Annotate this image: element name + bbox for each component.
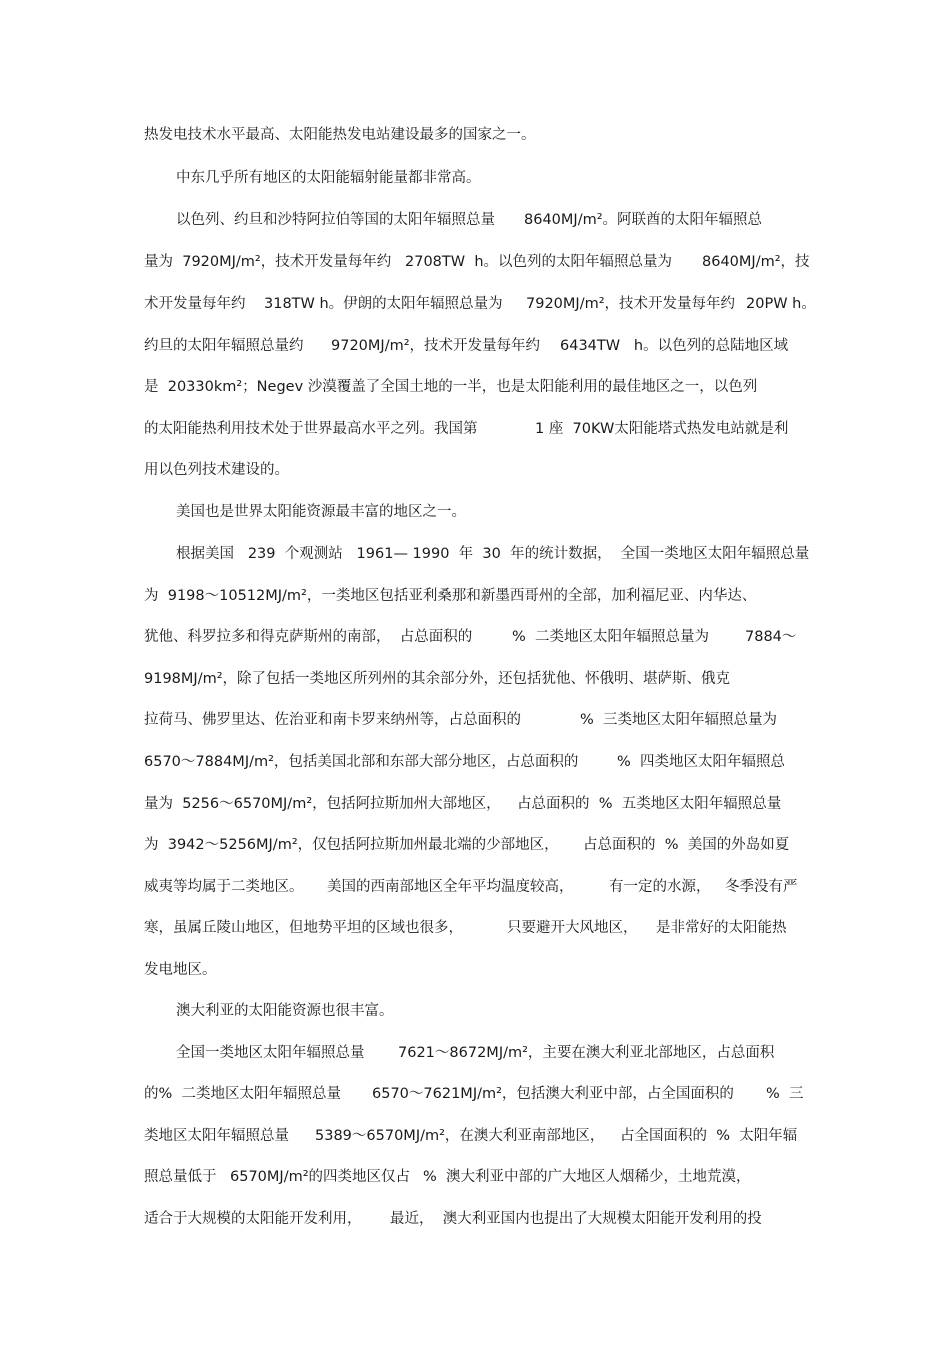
text-segment: 是非常好的太阳能热 [656,920,787,936]
text-line [0,501,950,523]
text-line [0,251,950,273]
text-segment: 澳大利亚的太阳能资源也很丰富。 [176,1003,394,1019]
text-line [0,876,950,898]
text-segment: 用以色列技术建设的。 [144,462,289,478]
text-line [0,834,950,856]
text-line [0,585,950,607]
text-segment: 适合于大规模的太阳能开发利用， [144,1211,362,1227]
text-segment: 中东几乎所有地区的太阳能辐射能量都非常高。 [176,170,481,186]
text-segment: 占总面积的 % 五类地区太阳年辐照总量 [517,796,782,812]
text-segment: 的太阳能热利用技术处于世界最高水平之列。我国第 [144,421,478,437]
text-line [0,751,950,773]
text-segment: 6570MJ/m²的四类地区仅占 [230,1169,411,1185]
text-segment: 占全国面积的 % 太阳年辐 [620,1128,798,1144]
text-segment: 约旦的太阳年辐照总量约 [144,338,304,354]
text-line [0,1125,950,1147]
text-line [0,626,950,648]
text-line [0,124,950,146]
text-line [0,376,950,398]
text-line [0,1000,950,1022]
text-line [0,709,950,731]
text-segment: 5389～6570MJ/m²，在澳大利亚南部地区， [315,1128,605,1144]
text-segment: 2708TW h。以色列的太阳年辐照总量为 [405,254,673,270]
text-segment: 冬季没有严 [725,879,798,895]
text-segment: 美国也是世界太阳能资源最丰富的地区之一。 [176,504,466,520]
text-line [0,1208,950,1230]
text-line [0,1166,950,1188]
text-segment: 20PW h。 [746,296,816,312]
text-segment: 量为 5256～6570MJ/m²，包括阿拉斯加州大部地区， [144,796,501,812]
text-segment: 7884～ [745,629,797,645]
text-segment: 8640MJ/m²。阿联酋的太阳年辐照总 [524,212,763,228]
text-segment: 美国的西南部地区全年平均温度较高， [327,879,574,895]
text-segment: % 四类地区太阳年辐照总 [617,754,785,770]
text-segment: 7920MJ/m²，技术开发量每年约 [526,296,736,312]
text-segment: 6570～7884MJ/m²，包括美国北部和东部大部分地区，占总面积的 [144,754,579,770]
text-line [0,1083,950,1105]
text-segment: 6434TW h。以色列的总陆地区域 [560,338,789,354]
text-segment: 为 9198～10512MJ/m²，一类地区包括亚利桑那和新墨西哥州的全部，加利福尼亚、内华达、 [144,588,757,604]
text-segment: 的% 二类地区太阳年辐照总量 [144,1086,341,1102]
text-segment: 犹他、科罗拉多和得克萨斯州的南部， 占总面积的 [144,629,473,645]
text-segment: % 三类地区太阳年辐照总量为 [580,712,777,728]
text-line [0,418,950,440]
text-line [0,293,950,315]
text-segment: 术开发量每年约 [144,296,246,312]
text-line [0,793,950,815]
text-segment: 发电地区。 [144,962,217,978]
text-segment: 全国一类地区太阳年辐照总量 [176,1045,365,1061]
text-segment: 根据美国 239 个观测站 1961— 1990 年 30 年的统计数据， 全国一类地区太阳年辐照总量 [176,546,810,562]
text-segment: 是 20330km²；Negev 沙漠覆盖了全国土地的一半，也是太阳能利用的最佳地区之一，以色列 [144,379,758,395]
text-segment: 占总面积的 % 美国的外岛如夏 [583,837,790,853]
text-segment: 威夷等均属于二类地区。 [144,879,304,895]
text-segment: 拉荷马、佛罗里达、佐治亚和南卡罗来纳州等，占总面积的 [144,712,521,728]
text-segment: % 澳大利亚中部的广大地区人烟稀少，土地荒漠， [423,1169,751,1185]
text-line [0,1042,950,1064]
text-segment: 6570～7621MJ/m²，包括澳大利亚中部，占全国面积的 [372,1086,734,1102]
text-line [0,335,950,357]
text-segment: 7621～8672MJ/m²，主要在澳大利亚北部地区，占总面积 [398,1045,775,1061]
text-segment: 318TW h。伊朗的太阳年辐照总量为 [264,296,503,312]
text-segment: 类地区太阳年辐照总量 [144,1128,289,1144]
text-line [0,167,950,189]
text-segment: % 三 [766,1086,804,1102]
text-segment: 有一定的水源， [609,879,711,895]
text-segment: 以色列、约旦和沙特阿拉伯等国的太阳年辐照总量 [176,212,495,228]
text-segment: % 二类地区太阳年辐照总量为 [512,629,709,645]
text-line [0,209,950,231]
text-segment: 9720MJ/m²，技术开发量每年约 [331,338,541,354]
text-segment: 为 3942～5256MJ/m²，仅包括阿拉斯加州最北端的少部地区， [144,837,559,853]
text-segment: 1 座 70KW太阳能塔式热发电站就是利 [535,421,789,437]
text-line [0,959,950,981]
text-line [0,668,950,690]
text-line [0,459,950,481]
text-segment: 寒，虽属丘陵山地区，但地势平坦的区域也很多， [144,920,463,936]
text-segment: 最近， 澳大利亚国内也提出了大规模太阳能开发利用的投 [390,1211,762,1227]
text-segment: 9198MJ/m²，除了包括一类地区所列州的其余部分外，还包括犹他、怀俄明、堪萨斯、俄克 [144,671,731,687]
text-segment: 量为 7920MJ/m²，技术开发量每年约 [144,254,392,270]
text-segment: 照总量低于 [144,1169,217,1185]
text-line [0,543,950,565]
text-segment: 热发电技术水平最高、太阳能热发电站建设最多的国家之一。 [144,127,536,143]
text-segment: 只要避开大风地区， [507,920,638,936]
text-line [0,917,950,939]
text-segment: 8640MJ/m²，技 [702,254,810,270]
